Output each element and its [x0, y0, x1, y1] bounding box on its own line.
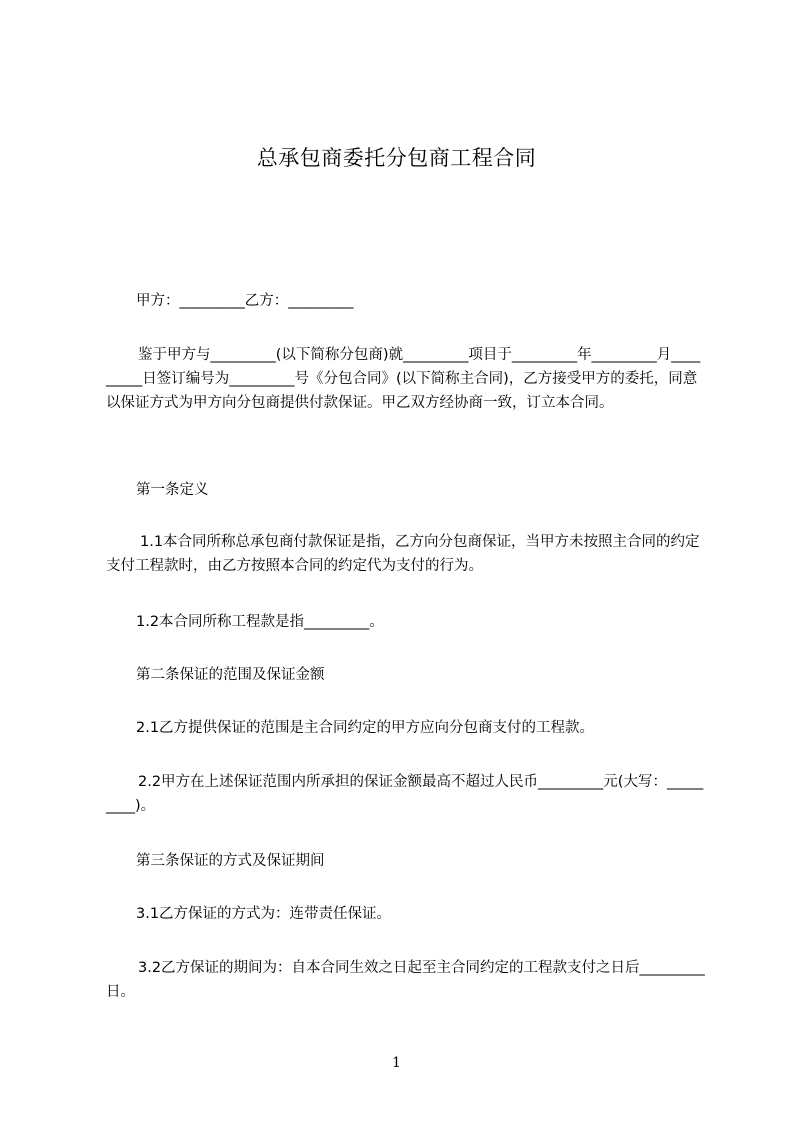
document-title: 总承包商委托分包商工程合同	[256, 146, 537, 170]
clause-3-2: 3.2乙方保证的期间为：自本合同生效之日起至主合同约定的工程款支付之日后_________日。	[106, 960, 705, 1000]
clause-3-1: 3.1乙方保证的方式为：连带责任保证。	[136, 906, 392, 922]
article-3-heading: 第三条保证的方式及保证期间	[136, 853, 325, 869]
parties-line: 甲方：_________乙方：_________	[136, 293, 354, 309]
article-1-heading: 第一条定义	[136, 482, 209, 498]
preamble-paragraph: 鉴于甲方与_________(以下简称分包商)就_________项目于_________年_________月_________日签订编号为_________号《分包合同》(以下简称主合同)，乙方接受甲方的委托，同意以保证方式为甲方向分包商提供付款保证。甲乙双方经协商一致，订立本合同。	[106, 347, 701, 411]
article-2-heading: 第二条保证的范围及保证金额	[136, 667, 325, 683]
clause-1-2: 1.2本合同所称工程款是指_________。	[136, 614, 384, 630]
page-number: 1	[392, 1055, 401, 1071]
clause-2-1: 2.1乙方提供保证的范围是主合同约定的甲方应向分包商支付的工程款。	[136, 720, 595, 736]
clause-1-1: 1.1本合同所称总承包商付款保证是指，乙方向分包商保证，当甲方未按照主合同的约定支付工程款时，由乙方按照本合同的约定代为支付的行为。	[106, 534, 700, 574]
clause-2-2: 2.2甲方在上述保证范围内所承担的保证金额最高不超过人民币_________元(大写：_________)。	[106, 774, 704, 814]
